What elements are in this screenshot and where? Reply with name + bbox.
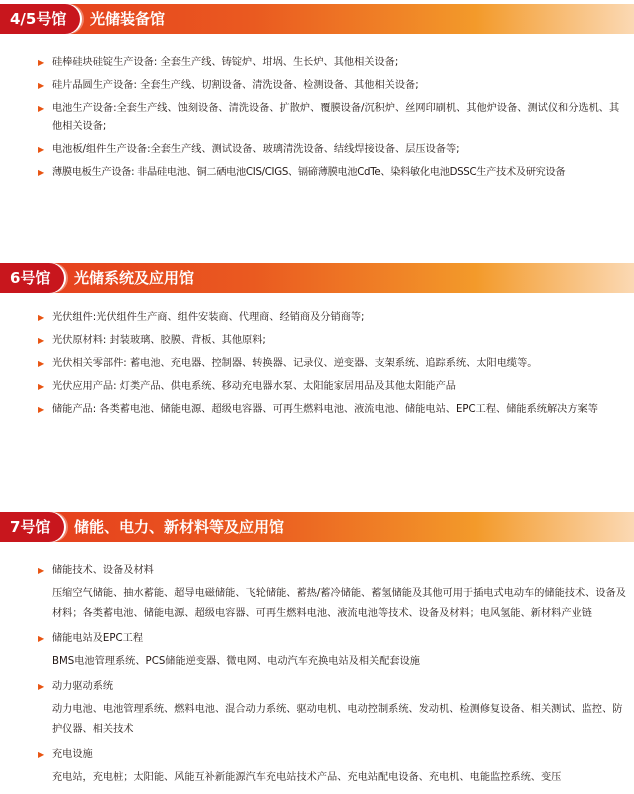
group-heading: ▶ 充电设施 <box>0 746 634 764</box>
triangle-right-icon: ▶ <box>38 81 45 90</box>
hall-6-section <box>0 263 634 419</box>
triangle-right-icon: ▶ <box>38 168 45 177</box>
triangle-right-icon: ▶ <box>38 405 45 414</box>
triangle-right-icon: ▶ <box>38 145 45 154</box>
list-item: ▶ 硅棒硅块硅锭生产设备: 全套生产线、铸锭炉、坩埚、生长炉、其他相关设备; <box>0 54 634 72</box>
group-body: 动力电池、电池管理系统、燃料电池、混合动力系统、驱动电机、电动控制系统、发动机、检测修复设备、相关测试、监控、防护仪器、相关技术 <box>52 704 623 735</box>
group-body: BMS电池管理系统、PCS储能逆变器、微电网、电动汽车充换电站及相关配套设施 <box>52 656 420 667</box>
hall-45-section <box>0 4 634 182</box>
list-item: ▶ 光伏原材料: 封装玻璃、胶膜、背板、其他原料; <box>0 332 634 350</box>
triangle-right-icon: ▶ <box>38 359 45 368</box>
triangle-right-icon: ▶ <box>38 58 45 67</box>
group-body: 充电站，充电桩；太阳能、风能互补新能源汽车充电站技术产品、充电站配电设备、充电机、电能监控系统、变压 <box>52 772 562 783</box>
list-item: ▶ 光伏组件:光伏组件生产商、组件安装商、代理商、经销商及分销商等; <box>0 309 634 327</box>
list-item: ▶ 光伏应用产品: 灯类产品、供电系统、移动充电器水泵、太阳能家居用品及其他太阳能产品 <box>0 378 634 396</box>
triangle-right-icon: ▶ <box>38 382 45 391</box>
triangle-right-icon: ▶ <box>38 566 45 575</box>
triangle-right-icon: ▶ <box>38 634 45 643</box>
hall-6-tag: 6号馆 <box>0 263 64 293</box>
hall-6-list <box>0 309 634 419</box>
list-item: ▶ 电池生产设备:全套生产线、蚀刻设备、清洗设备、扩散炉、覆膜设备/沉积炉、丝网印刷机、其他炉设备、测试仪和分选机、其他相关设备; <box>0 100 634 136</box>
list-item: ▶ 薄膜电板生产设备: 非晶硅电池、铜二硒电池CIS/CIGS、镉碲薄膜电池CdTe、染料敏化电池DSSC生产技术及研究设备 <box>0 164 634 182</box>
hall-7-tag: 7号馆 <box>0 512 64 542</box>
list-item: ▶ 电池板/组件生产设备:全套生产线、测试设备、玻璃清洗设备、结线焊接设备、层压设备等; <box>0 141 634 159</box>
triangle-right-icon: ▶ <box>38 682 45 691</box>
hall-6-title: 光储系统及应用馆 <box>74 269 195 287</box>
group-heading: ▶ 储能技术、设备及材料 <box>0 562 634 580</box>
triangle-right-icon: ▶ <box>38 104 45 113</box>
list-item: ▶ 储能产品: 各类蓄电池、储能电源、超级电容器、可再生燃料电池、液流电池、储能电站、EPC工程、储能系统解决方案等 <box>0 401 634 419</box>
group-body: 压缩空气储能、抽水蓄能、超导电磁储能、飞轮储能、蓄热/蓄冷储能、蓄氢储能及其他可用于插电式电动车的储能技术、设备及材料；各类蓄电池、储能电源、超级电容器、可再生燃料电池、液流电池等技术、设备及材料；电风氢能、新材料产业链 <box>52 588 626 619</box>
list-item: ▶ 光伏相关零部件: 蓄电池、充电器、控制器、转换器、记录仪、逆变器、支架系统、追踪系统、太阳电缆等。 <box>0 355 634 373</box>
list-item: ▶ 硅片晶圆生产设备: 全套生产线、切割设备、清洗设备、检测设备、其他相关设备; <box>0 77 634 95</box>
hall-45-title: 光储装备馆 <box>90 10 166 28</box>
hall-45-tag: 4/5号馆 <box>0 4 80 34</box>
hall-7-groups <box>0 562 634 788</box>
hall-45-list <box>0 54 634 182</box>
hall-7-title: 储能、电力、新材料等及应用馆 <box>74 518 285 536</box>
hall-6-banner <box>0 263 634 293</box>
hall-7-banner <box>0 512 634 542</box>
group-heading: ▶ 动力驱动系统 <box>0 678 634 696</box>
triangle-right-icon: ▶ <box>38 336 45 345</box>
triangle-right-icon: ▶ <box>38 313 45 322</box>
triangle-right-icon: ▶ <box>38 750 45 759</box>
hall-45-banner <box>0 4 634 34</box>
group-heading: ▶ 储能电站及EPC工程 <box>0 630 634 648</box>
hall-7-section <box>0 512 634 794</box>
